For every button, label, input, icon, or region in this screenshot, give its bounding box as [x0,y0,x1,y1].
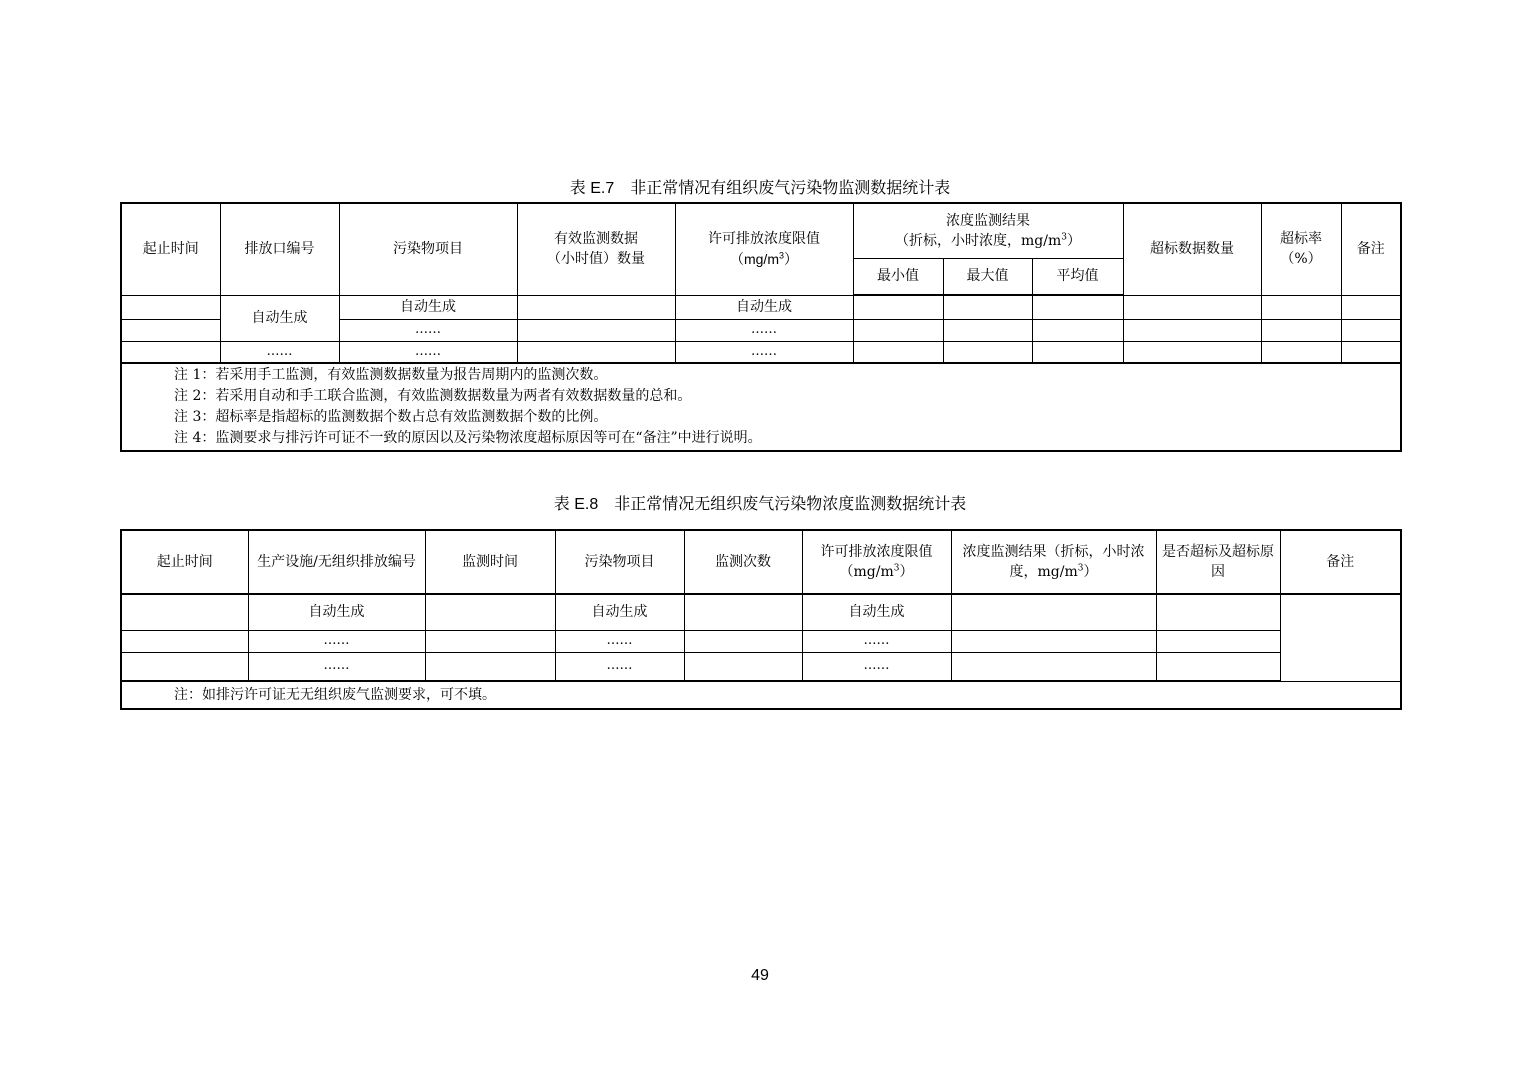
page-number: 49 [751,967,769,984]
header-result-close: ） [1083,564,1098,580]
header-monitor-time: 监测时间 [425,530,555,594]
cell [425,652,555,681]
table-row [121,341,1401,363]
header-result-close: ） [1067,232,1081,249]
header-limit-text: 许可排放浓度限值（mg/m [820,544,933,580]
cell [121,295,220,319]
header-valid-count [517,203,675,295]
cell [517,295,675,319]
cell [1032,341,1123,363]
header-facility: 生产设施/无组织排放编号 [248,530,425,594]
cell [425,630,555,652]
header-exceed-count: 超标数据数量 [1123,203,1261,295]
cell-limit-dots: …… [675,341,853,363]
table-row [121,295,1401,319]
cell-limit-dots: …… [675,319,853,341]
header-time: 起止时间 [121,203,220,295]
cell [1261,319,1341,341]
note-1: 注 1：若采用手工监测，有效监测数据数量为报告周期内的监测次数。 [174,366,608,383]
cell-facility-auto: 自动生成 [248,594,425,630]
header-valid-count-line1: 有效监测数据 [554,231,638,248]
cell [1261,341,1341,363]
header-result-sup: 3 [1061,232,1067,243]
header-count: 监测次数 [684,530,802,594]
cell [943,295,1032,319]
cell [121,594,248,630]
cell-pollutant-dots: …… [339,319,517,341]
note-2: 注 2：若采用自动和手工联合监测，有效监测数据数量为两者有效数据数量的总和。 [174,387,692,404]
cell [853,295,943,319]
cell [684,594,802,630]
header-remark: 备注 [1341,203,1401,295]
header-result-line1: 浓度监测结果 [946,212,1031,229]
cell [1123,295,1261,319]
cell [425,594,555,630]
note-4: 注 4：监测要求与排污许可证不一致的原因以及污染物浓度超标原因等可在“备注”中进行说明。 [174,429,762,446]
cell [1156,652,1280,681]
cell [1032,319,1123,341]
cell [853,341,943,363]
header-exceed-rate-line2: （%） [1280,251,1322,268]
cell [121,630,248,652]
table-header-row [121,530,1401,594]
cell [1341,295,1401,319]
cell-remark [1280,594,1401,681]
cell [1123,341,1261,363]
header-outlet: 排放口编号 [220,203,339,295]
cell-pollutant-auto: 自动生成 [339,295,517,319]
header-max: 最大值 [943,258,1032,295]
cell [1341,319,1401,341]
cell [517,341,675,363]
note-3: 注 3：超标率是指超标的监测数据个数占总有效监测数据个数的比例。 [174,408,608,425]
cell [853,319,943,341]
cell [951,630,1156,652]
cell-outlet-dots: …… [220,341,339,363]
cell [121,341,220,363]
notes-cell [121,363,1401,451]
cell [943,319,1032,341]
cell [1261,295,1341,319]
cell-limit-dots: …… [802,630,951,652]
cell-limit-auto: 自动生成 [675,295,853,319]
cell-limit-auto: 自动生成 [802,594,951,630]
header-limit [675,203,853,295]
cell [1156,594,1280,630]
header-avg: 平均值 [1032,258,1123,295]
cell [1032,295,1123,319]
cell [1341,341,1401,363]
header-exceed-rate-line1: 超标率 [1280,231,1323,248]
header-min: 最小值 [853,258,943,295]
header-time: 起止时间 [121,530,248,594]
header-result-sup: 3 [1077,563,1084,574]
table-e7 [120,202,1402,452]
header-limit-unit: （mg/m [729,251,779,268]
header-result-line2 [854,231,1123,251]
cell [517,319,675,341]
note-cell: 注：如排污许可证无无组织废气监测要求，可不填。 [121,681,1401,709]
header-result [951,530,1156,594]
cell-facility-dots: …… [248,652,425,681]
table-e8 [120,529,1402,710]
header-exceed: 是否超标及超标原因 [1156,530,1280,594]
cell-pollutant-dots: …… [555,652,684,681]
table-e8-title: 表 E.8 非正常情况无组织废气污染物浓度监测数据统计表 [553,496,967,513]
header-limit-close: ） [784,251,798,268]
header-result-text: 浓度监测结果（折标，小时浓度，mg/m [962,544,1145,580]
cell [951,594,1156,630]
cell-limit-dots: …… [802,652,951,681]
notes-row [121,363,1401,451]
cell [1156,630,1280,652]
cell [943,341,1032,363]
cell [684,630,802,652]
header-limit [802,530,951,594]
cell [121,652,248,681]
table-header-row [121,203,1401,258]
header-remark: 备注 [1280,530,1401,594]
header-limit-sup: 3 [893,563,900,574]
header-result-unit: （折标，小时浓度，mg/m [895,232,1062,249]
cell [121,319,220,341]
header-limit-close: ） [899,564,914,580]
notes-row [121,681,1401,709]
cell-pollutant-dots: …… [339,341,517,363]
header-limit-line2 [676,249,853,269]
header-exceed-rate [1261,203,1341,295]
header-valid-count-line2: （小时值）数量 [547,251,645,268]
table-e7-title: 表 E.7 非正常情况有组织废气污染物监测数据统计表 [569,180,951,197]
cell-facility-dots: …… [248,630,425,652]
cell-pollutant-dots: …… [555,630,684,652]
header-limit-sup: 3 [778,250,784,261]
cell-outlet-auto: 自动生成 [220,295,339,341]
cell-pollutant-auto: 自动生成 [555,594,684,630]
cell [684,652,802,681]
cell [1123,319,1261,341]
table-row [121,630,1401,652]
header-pollutant: 污染物项目 [339,203,517,295]
header-pollutant: 污染物项目 [555,530,684,594]
header-result [853,203,1123,258]
table-row [121,594,1401,630]
table-row [121,652,1401,681]
cell [951,652,1156,681]
header-limit-line1: 许可排放浓度限值 [708,231,820,248]
